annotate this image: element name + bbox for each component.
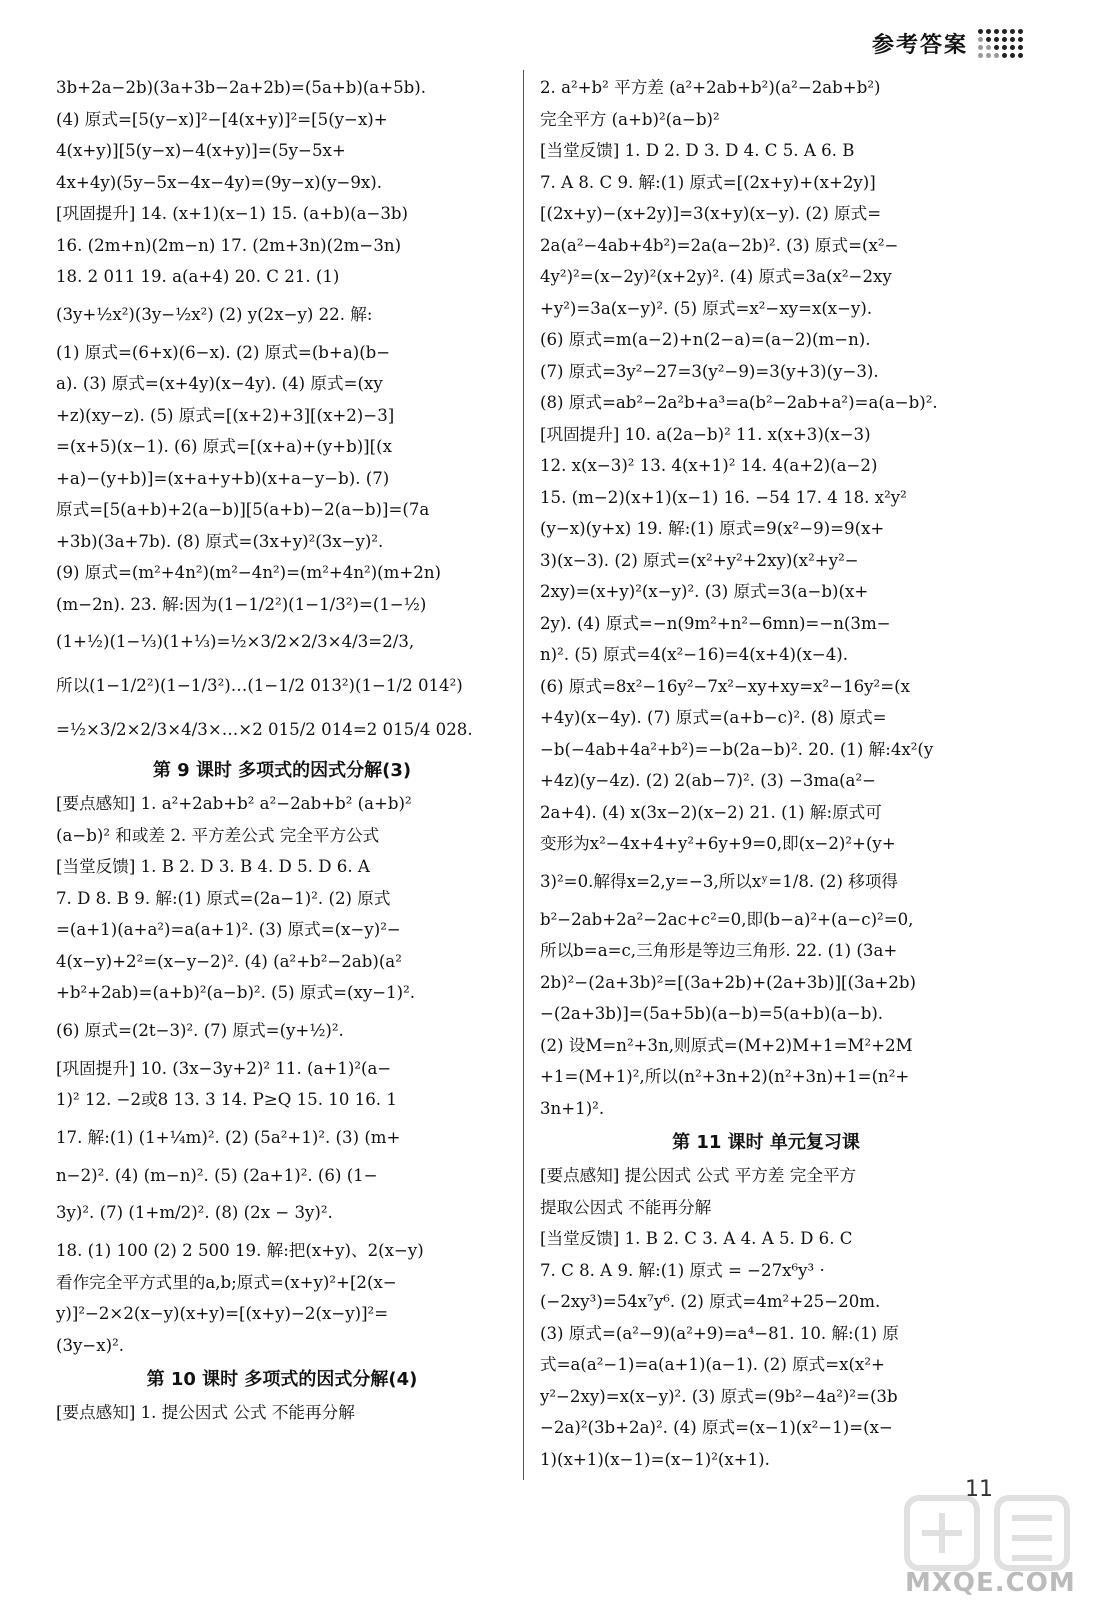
answer-line: 3b+2a−2b)(3a+3b−2a+2b)=(5a+b)(a+5b). [56,78,427,97]
answer-line: (8) 原式=ab²−2a²b+a³=a(b²−2ab+a²)=a(a−b)². [540,393,938,412]
answer-line: [要点感知] 1. a²+2ab+b² a²−2ab+b² (a+b)² [56,794,412,813]
answer-line: (4) 原式=[5(y−x)]²−[4(x+y)]²=[5(y−x)+ [56,109,388,129]
dots-decoration-icon [978,29,1024,59]
answer-line: −(2a+3b)]=(5a+5b)(a−b)=5(a+b)(a−b). [540,1004,884,1023]
answer-line: (−2xy³)=54x⁷y⁶. (2) 原式=4m²+25−20m. [540,1292,881,1311]
page-header [872,28,1024,59]
answer-line: [巩固提升] 14. (x+1)(x−1) 15. (a+b)(a−3b) [56,204,409,223]
answer-line: +1=(M+1)²,所以(n²+3n+2)(n²+3n)+1=(n²+ [540,1067,910,1086]
answer-line: [巩固提升] 10. a(2a−b)² 11. x(x+3)(x−3) [540,424,871,444]
answer-line: n−2)². (4) (m−n)². (5) (2a+1)². (6) (1− [56,1165,378,1185]
answer-line: +z)(xy−z). (5) 原式=[(x+2)+3][(x+2)−3] [56,405,395,425]
answer-line: n)². (5) 原式=4(x²−16)=4(x+4)(x−4). [540,645,849,664]
answer-line: 18. (1) 100 (2) 2 500 19. 解:把(x+y)、2(x−y) [56,1241,424,1260]
answer-line: +3b)(3a+7b). (8) 原式=(3x+y)²(3x−y)². [56,531,384,551]
answer-line: 变形为x²−4x+4+y²+6y+9=0,即(x−2)²+(y+ [540,834,896,853]
answer-line: [巩固提升] 10. (3x−3y+2)² 11. (a+1)²(a− [56,1058,392,1078]
answer-line: 3)(x−3). (2) 原式=(x²+y²+2xy)(x²+y²− [540,550,859,570]
answer-line: =(a+1)(a+a²)=a(a+1)². (3) 原式=(x−y)²− [56,920,401,939]
answer-line: 完全平方 (a+b)²(a−b)² [540,109,720,129]
answer-line: 提取公因式 不能再分解 [540,1197,712,1217]
answer-line: (6) 原式=8x²−16y²−7x²−xy+xy=x²−16y²=(x [540,676,910,696]
answer-line: 3y)². (7) (1+m/2)². (8) (2x − 3y)². [56,1203,333,1222]
answer-line: +a)−(y+b)]=(x+a+y+b)(x+a−y−b). (7) [56,468,390,488]
left-column [56,72,508,1429]
answer-line: 原式=[5(a+b)+2(a−b)][5(a+b)−2(a−b)]=(7a [56,500,430,519]
answer-line: 7. C 8. A 9. 解:(1) 原式 = −27x⁶y³ · [540,1260,825,1280]
answer-line: 2. a²+b² 平方差 (a²+2ab+b²)(a²−2ab+b²) [540,78,881,97]
answer-line: [要点感知] 1. 提公因式 公式 不能再分解 [56,1403,355,1422]
answer-line: (a−b)² 和或差 2. 平方差公式 完全平方公式 [56,825,380,845]
answer-line: (1) 原式=(6+x)(6−x). (2) 原式=(b+a)(b− [56,342,391,362]
answer-line: +y²)=3a(x−y)². (5) 原式=x²−xy=x(x−y). [540,298,873,318]
page-number: 11 [965,1477,993,1502]
answer-line: 7. A 8. C 9. 解:(1) 原式=[(2x+y)+(x+2y)] [540,172,876,192]
column-divider [523,70,524,1480]
answer-line: [当堂反馈] 1. D 2. D 3. D 4. C 5. A 6. B [540,141,855,160]
answer-line: =½×3/2×2/3×4/3×…×2 015/2 014=2 015/4 028. [56,720,473,739]
watermark-text: MXQE.COM [905,1568,1076,1598]
header-title: 参考答案 [871,33,968,58]
answer-line: 4y²)²=(x−2y)²(x+2y)². (4) 原式=3a(x²−2xy [540,267,892,286]
answer-line: (7) 原式=3y²−27=3(y²−9)=3(y+3)(y−3). [540,361,879,381]
answer-line: b²−2ab+2a²−2ac+c²=0,即(b−a)²+(a−c)²=0, [540,909,914,929]
answer-line: y²−2xy)=x(x−y)². (3) 原式=(9b²−4a²)²=(3b [540,1386,898,1406]
answer-line: −2a)²(3b+2a)². (4) 原式=(x−1)(x²−1)=(x− [540,1418,893,1437]
answer-line: =(x+5)(x−1). (6) 原式=[(x+a)+(y+b)][(x [56,437,392,456]
answer-line: 4(x+y)][5(y−x)−4(x+y)]=(5y−5x+ [56,141,346,160]
answer-line: [(2x+y)−(x+2y)]=3(x+y)(x−y). (2) 原式= [540,204,882,223]
answer-line: y)]²−2×2(x−y)(x+y)=[(x+y)−2(x−y)]²= [56,1304,389,1323]
answer-line: (3y−x)². [56,1335,125,1355]
answer-line: +4y)(x−4y). (7) 原式=(a+b−c)². (8) 原式= [540,708,887,727]
answer-line: [要点感知] 提公因式 公式 平方差 完全平方 [540,1166,857,1185]
answer-line: 12. x(x−3)² 13. 4(x+1)² 14. 4(a+2)(a−2) [540,456,878,475]
answer-line: 1)² 12. −2或8 13. 3 14. P≥Q 15. 10 16. 1 [56,1090,397,1109]
answer-line: (2) 设M=n²+3n,则原式=(M+2)M+1=M²+2M [540,1035,913,1055]
answer-line: a). (3) 原式=(x+4y)(x−4y). (4) 原式=(xy [56,374,383,393]
answer-line: 所以(1−1/2²)(1−1/3²)…(1−1/2 013²)(1−1/2 014²) [56,676,463,695]
answer-line: 7. D 8. B 9. 解:(1) 原式=(2a−1)². (2) 原式 [56,888,391,908]
answer-line: 2b)²−(2a+3b)²=[(3a+2b)+(2a+3b)][(3a+2b) [540,972,917,992]
answer-line: 4x+4y)(5y−5x−4x−4y)=(9y−x)(y−9x). [56,172,383,192]
right-column [540,72,992,1475]
answer-line: (6) 原式=m(a−2)+n(2−a)=(a−2)(m−n). [540,330,871,349]
section-title: 第 10 课时 多项式的因式分解(4) [146,1369,418,1390]
answer-line: [当堂反馈] 1. B 2. C 3. A 4. A 5. D 6. C [540,1229,853,1248]
answer-line: +4z)(y−4z). (2) 2(ab−7)². (3) −3ma(a²− [540,771,877,790]
answer-line: 2a+4). (4) x(3x−2)(x−2) 21. (1) 解:原式可 [540,802,882,822]
answer-line: 所以b=a=c,三角形是等边三角形. 22. (1) (3a+ [540,941,898,960]
answer-line: (9) 原式=(m²+4n²)(m²−4n²)=(m²+4n²)(m+2n) [56,563,442,582]
section-title: 第 9 课时 多项式的因式分解(3) [152,760,412,781]
answer-line: (3) 原式=(a²−9)(a²+9)=a⁴−81. 10. 解:(1) 原 [540,1323,900,1343]
answer-line: 18. 2 011 19. a(a+4) 20. C 21. (1) [56,267,340,286]
answer-line: 17. 解:(1) (1+¼m)². (2) (5a²+1)². (3) (m+ [56,1127,401,1147]
answer-line: 3)²=0.解得x=2,y=−3,所以xʸ=1/8. (2) 移项得 [540,871,899,891]
answer-line: [当堂反馈] 1. B 2. D 3. B 4. D 5. D 6. A [56,857,370,876]
answer-line: +b²+2ab)=(a+b)²(a−b)². (5) 原式=(xy−1)². [56,983,416,1002]
answer-line: (3y+½x²)(3y−½x²) (2) y(2x−y) 22. 解: [56,304,373,324]
answer-line: 2xy)=(x+y)²(x−y)². (3) 原式=3(a−b)(x+ [540,582,869,601]
answer-line: 2a(a²−4ab+4b²)=2a(a−2b)². (3) 原式=(x²− [540,235,899,255]
answer-line: (6) 原式=(2t−3)². (7) 原式=(y+½)². [56,1020,344,1040]
answer-line: −b(−4ab+4a²+b²)=−b(2a−b)². 20. (1) 解:4x²(y [540,739,934,759]
answer-line: 3n+1)². [540,1098,605,1118]
answer-line: 1)(x+1)(x−1)=(x−1)²(x+1). [540,1449,770,1469]
answer-line: (m−2n). 23. 解:因为(1−1/2²)(1−1/3²)=(1−½) [56,594,427,614]
answer-line: (1+½)(1−⅓)(1+⅓)=½×3/2×2/3×4/3=2/3, [56,632,415,651]
answer-line: (y−x)(y+x) 19. 解:(1) 原式=9(x²−9)=9(x+ [540,519,885,538]
section-title: 第 11 课时 单元复习课 [672,1132,860,1153]
answer-line: 15. (m−2)(x+1)(x−1) 16. −54 17. 4 18. x²y² [540,487,907,507]
answer-line: 16. (2m+n)(2m−n) 17. (2m+3n)(2m−3n) [56,235,402,255]
answer-line: 看作完全平方式里的a,b;原式=(x+y)²+[2(x− [56,1272,397,1292]
answer-line: 2y). (4) 原式=−n(9m²+n²−6mn)=−n(3m− [540,613,891,633]
answer-line: 式=a(a²−1)=a(a+1)(a−1). (2) 原式=x(x²+ [540,1355,885,1374]
answer-line: 4(x−y)+2²=(x−y−2)². (4) (a²+b²−2ab)(a² [56,951,402,971]
